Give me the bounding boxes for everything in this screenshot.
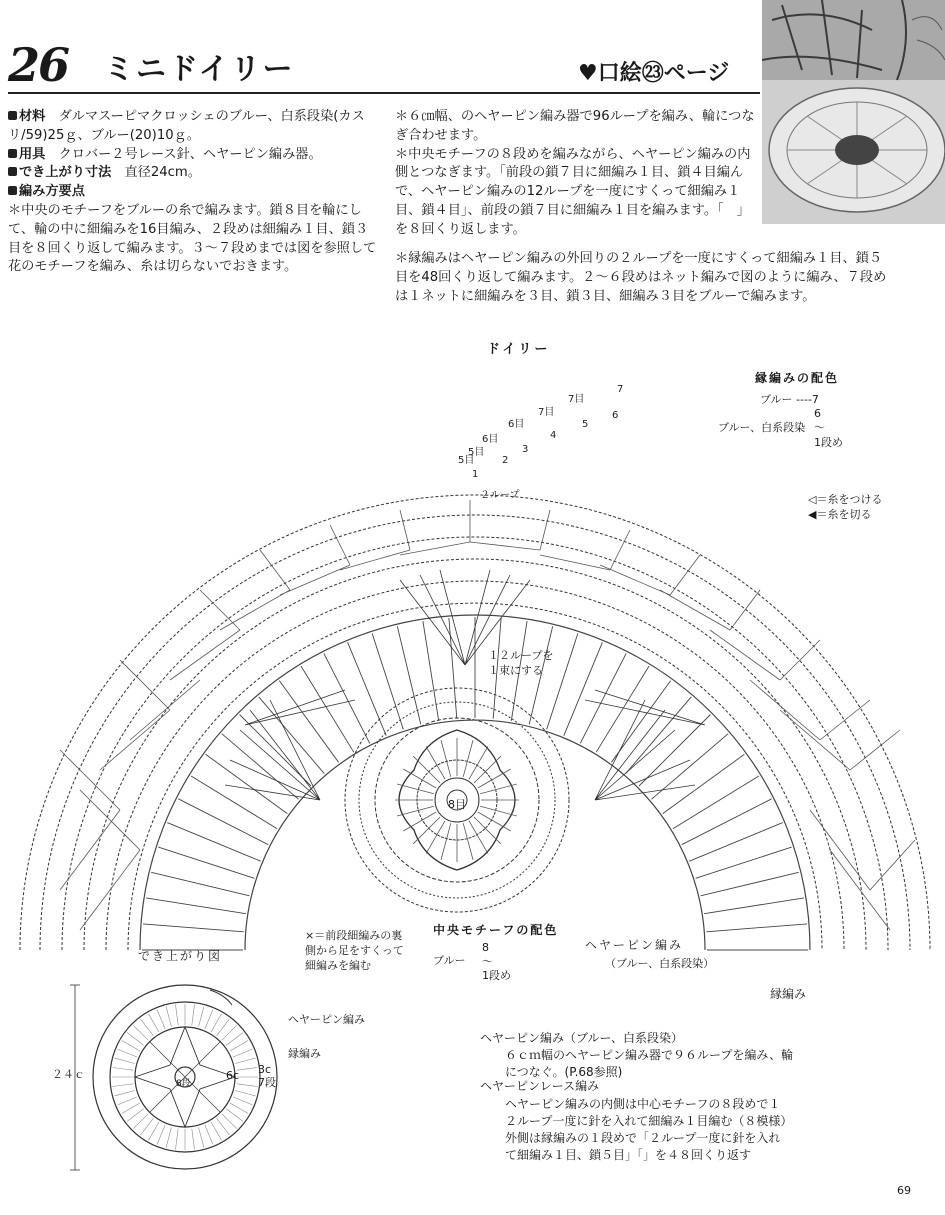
size-line xyxy=(8,164,380,183)
finished-loop xyxy=(230,1041,248,1052)
finished-title: でき上がり図 xyxy=(138,949,223,963)
motif-stitch xyxy=(441,740,451,777)
bullet-icon xyxy=(8,111,17,120)
finished-loop xyxy=(127,1033,144,1046)
row-label: 6目 xyxy=(482,434,499,445)
finished-loop xyxy=(141,1019,154,1036)
hairpin-loop xyxy=(701,872,799,896)
loop-label: ２ループ xyxy=(480,490,520,501)
center-range-bottom: 1段め xyxy=(482,969,511,982)
hairpin-loop xyxy=(372,633,403,729)
hairpin-loop xyxy=(696,847,792,878)
motif-stitch xyxy=(463,740,473,777)
hairpin-loop xyxy=(689,823,782,862)
motif-stitch xyxy=(413,756,440,783)
hairpin-loop xyxy=(397,626,421,724)
finished-loop xyxy=(235,1058,255,1063)
finished-loop xyxy=(199,1127,204,1147)
hairpin-loop xyxy=(449,618,457,719)
hairpin-loop xyxy=(704,898,804,914)
hairpin-step: ＊６㎝幅、のヘヤーピン編み器で96ループを編み、輪につなぎ合わせます。 xyxy=(395,109,755,143)
finished-loop xyxy=(192,1129,195,1150)
finished-diameter: ２４ｃ xyxy=(52,1068,85,1081)
points-text: ＊中央のモチーフをブルーの糸で編みます。鎖８目を輪にして、輪の中に細編みを16目編み、２段めは細編み１目、鎖３目を８回くり返して編みます。３〜７段めまでは図を参照して花のモチーフを編み、糸は切らないでおきます。 xyxy=(8,202,377,275)
finished-loop xyxy=(235,1091,255,1096)
finished-loop xyxy=(176,1005,179,1026)
finished-loop xyxy=(133,1114,148,1129)
points-label: 編み方要点 xyxy=(19,184,85,200)
row-label: 5目 xyxy=(468,447,485,458)
edging-step: ＊縁編みはヘヤーピン編みの外回りの２ループを一度にすくって細編み１目、鎖５目を48回くり返して編みます。２〜６段めはネット編みで図のように編み、７段めは１ネットに細編みを３目、鎖３目、細編み３目をブルーで編みます。 xyxy=(395,251,887,304)
row-label: 5目 xyxy=(458,455,475,466)
row-label: 7目 xyxy=(538,407,555,418)
round-number: 6 xyxy=(612,410,619,421)
notes-lace-heading: ヘヤーピンレース編み xyxy=(480,1079,600,1093)
finished-loop xyxy=(113,1084,134,1087)
edge-range-top: 6 xyxy=(814,407,821,420)
center-round-label: 8目 xyxy=(448,798,466,811)
motif-stitch xyxy=(474,817,501,844)
doily-photo-image xyxy=(762,0,945,224)
round-number: 7 xyxy=(617,384,624,395)
finished-loop xyxy=(157,1010,165,1029)
legend-cut: ◀＝糸を切る xyxy=(808,508,872,521)
notes-hairpin-heading: ヘヤーピン編み（ブルー、白系段染） xyxy=(480,1031,684,1045)
finished-loop xyxy=(222,1114,237,1129)
hairpin-loop xyxy=(222,734,299,800)
edge-label: 縁編み xyxy=(770,987,807,1001)
finished-loop xyxy=(199,1007,204,1027)
finished-loop xyxy=(226,1033,243,1046)
materials-label: 材料 xyxy=(19,109,46,124)
finished-6c: 6c xyxy=(226,1069,240,1082)
finished-loop xyxy=(113,1068,134,1071)
tools-label: 用具 xyxy=(19,146,46,162)
notes-hairpin-text: ６ｃｍ幅のヘヤーピン編み器で９６ループを編み、輪につなぐ。(P.68参照) xyxy=(505,1048,794,1079)
legend-attach: ◁＝糸をつける xyxy=(808,493,883,506)
page-number: 69 xyxy=(897,1184,911,1197)
finished-3c: 3c xyxy=(258,1063,272,1076)
finished-loop xyxy=(233,1049,252,1057)
hairpin-loop xyxy=(663,754,745,813)
finished-loop xyxy=(118,1049,137,1057)
diagram-title: ドイリー xyxy=(487,342,551,357)
hairpin-loop xyxy=(596,666,649,752)
finished-loop xyxy=(176,1129,179,1150)
finished-loop xyxy=(205,1125,213,1144)
hairpin-loop xyxy=(279,681,338,763)
motif-stitch xyxy=(413,817,440,844)
hairpin-loop xyxy=(348,642,387,735)
row-label: 7目 xyxy=(568,394,585,405)
center-range-top: 8 xyxy=(482,941,489,954)
finished-loop xyxy=(192,1005,195,1026)
size-text: 直径24cm。 xyxy=(124,165,201,181)
hairpin-loop xyxy=(564,642,603,735)
finished-loop xyxy=(237,1068,258,1071)
hairpin-loop xyxy=(178,799,268,845)
center-color-title: 中央モチーフの配色 xyxy=(433,923,559,937)
hairpin-loop xyxy=(673,776,759,829)
finished-loop xyxy=(122,1103,140,1114)
round-number: 4 xyxy=(550,430,557,441)
motif-stitch xyxy=(469,821,488,854)
hairpin-loop xyxy=(706,924,807,932)
round-number: 5 xyxy=(582,419,589,430)
edge-blue: ブルー ----7 xyxy=(760,393,819,406)
hairpin-label: ヘヤーピン編み xyxy=(585,938,684,952)
center-range-mid: 〜 xyxy=(482,955,493,968)
edge-range-bottom: 1段め xyxy=(814,436,843,449)
points-heading xyxy=(8,183,380,202)
hairpin-loop xyxy=(423,621,439,721)
finished-loop xyxy=(205,1010,213,1029)
bullet-icon xyxy=(8,167,17,176)
finished-center: 8段 xyxy=(176,1079,191,1089)
finished-loop xyxy=(230,1103,248,1114)
finished-loop xyxy=(237,1084,258,1087)
finished-7rounds: 7段 xyxy=(258,1076,276,1089)
motif-stitch xyxy=(478,769,511,788)
hairpin-loop xyxy=(301,666,354,752)
edge-color-title: 縁編みの配色 xyxy=(755,371,840,385)
motif-stitch xyxy=(463,823,473,860)
hairpin-loop xyxy=(191,776,277,829)
hairpin-sub: （ブルー、白系段染） xyxy=(605,957,715,970)
finished-loop xyxy=(127,1109,144,1122)
hairpin-loop xyxy=(626,697,692,774)
bullet-icon xyxy=(8,149,17,158)
left-column xyxy=(8,108,380,277)
photo-reference: ♥口絵㉓ページ xyxy=(578,61,730,86)
motif-stitch xyxy=(397,806,434,816)
hairpin-loop xyxy=(167,823,260,862)
finished-loop xyxy=(141,1118,154,1135)
motif-stitch xyxy=(480,784,517,794)
hairpin-loop xyxy=(146,898,246,914)
hairpin-loop xyxy=(158,847,254,878)
finished-hairpin: ヘヤーピン編み xyxy=(288,1013,365,1026)
finished-loop xyxy=(211,1014,222,1032)
finished-loop xyxy=(133,1025,148,1040)
finished-loop xyxy=(118,1097,137,1105)
row-label: 6目 xyxy=(508,419,525,430)
round-number: 1 xyxy=(472,469,479,480)
materials-line xyxy=(8,108,380,146)
motif-stitch xyxy=(469,746,488,779)
round-number: 2 xyxy=(502,455,509,466)
finished-loop xyxy=(217,1019,230,1036)
hairpin-loop xyxy=(580,653,626,743)
finished-loop xyxy=(233,1097,252,1105)
finished-loop xyxy=(222,1025,237,1040)
edge-range-mid: 〜 xyxy=(814,421,825,434)
hairpin-loop xyxy=(143,924,244,932)
right-column xyxy=(395,108,755,240)
stitch-note: ×＝前段細編みの裏側から足をすくって細編みを編む xyxy=(305,929,404,972)
finished-loop xyxy=(217,1118,230,1135)
hairpin-loops xyxy=(142,617,808,950)
finished-loop xyxy=(211,1122,222,1140)
finished-loop xyxy=(115,1091,135,1096)
motif-stitch xyxy=(474,756,501,783)
materials-text: ダルマスーピマクロッシェのブルー、白系段染(カスリ/59)25ｇ、ブルー(20)10ｇ。 xyxy=(8,109,365,143)
hairpin-loop xyxy=(639,715,711,787)
finished-loop xyxy=(157,1125,165,1144)
hairpin-loop xyxy=(682,799,772,845)
motif-stitch xyxy=(397,784,434,794)
finished-edging: 縁編み xyxy=(288,1047,321,1060)
finished-loop xyxy=(166,1127,171,1147)
finished-loop xyxy=(122,1041,140,1052)
edge-mixed: ブルー、白系段染 xyxy=(718,421,806,434)
finished-loop xyxy=(226,1109,243,1122)
finished-loop xyxy=(149,1014,160,1032)
motif-stitch xyxy=(480,806,517,816)
round-number: 3 xyxy=(522,444,529,455)
doily-photo xyxy=(762,0,945,224)
center-blue: ブルー xyxy=(433,954,466,967)
finished-loop xyxy=(149,1122,160,1140)
pattern-title: ミニドイリー xyxy=(104,52,295,87)
twelve-loop-note: １２ループを１束にする xyxy=(488,649,554,677)
title-rule xyxy=(8,92,760,94)
hairpin-loop xyxy=(206,754,288,813)
finished-loop xyxy=(115,1058,135,1063)
motif-stitch xyxy=(478,812,511,831)
motif-stitch xyxy=(441,823,451,860)
join-step: ＊中央モチーフの８段めを編みながら、ヘヤーピン編みの内側とつなぎます。「前段の鎖７目に細編み１目、鎖４目編んで、ヘヤーピン編みの12ループを一度にすくって細編み１目、鎖４目」、前段の鎖７目に細編み１目を編みます。「 」を８回くり返します。 xyxy=(395,146,751,237)
notes-lace-text: ヘヤーピン編みの内側は中心モチーフの８段めで１２ループ一度に針を入れて細編み１目編む（８模様）外側は縁編みの１段めで「２ループ一度に針を入れて細編み１目、鎖５目」「」を４８回くり返す xyxy=(505,1097,787,1162)
pattern-number: 26 xyxy=(8,38,69,92)
tools-line xyxy=(8,146,380,165)
tools-text: クロバー２号レース針、ヘヤーピン編み器。 xyxy=(58,146,322,162)
hairpin-loop xyxy=(151,872,249,896)
finished-loop xyxy=(166,1007,171,1027)
bullet-icon xyxy=(8,186,17,195)
hairpin-loop xyxy=(324,653,370,743)
size-label: でき上がり寸法 xyxy=(19,165,112,181)
